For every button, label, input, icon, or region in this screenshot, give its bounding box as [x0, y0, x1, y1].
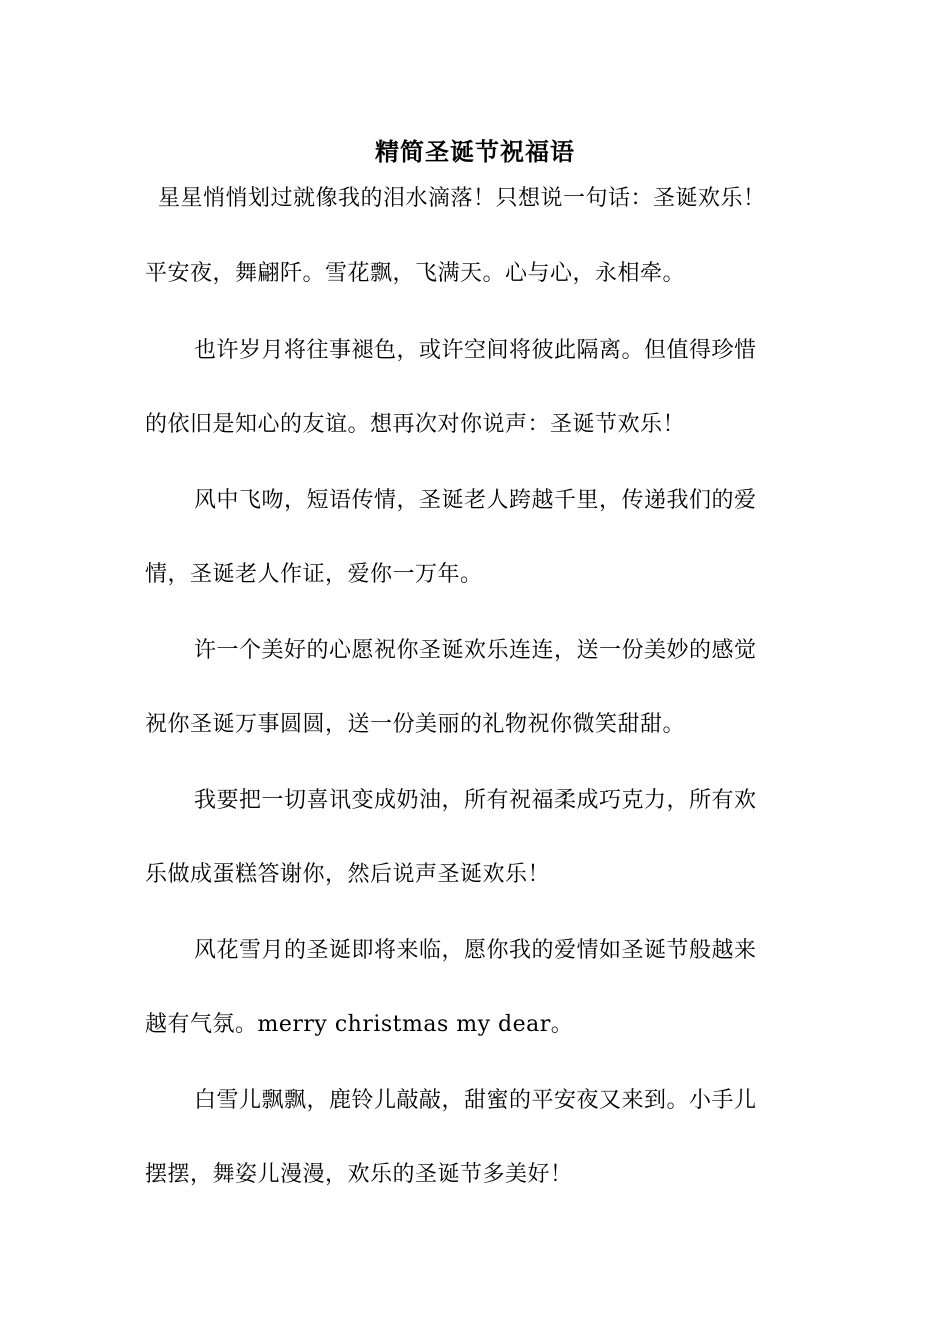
text-line: 摆摆，舞姿儿漫漫，欢乐的圣诞节多美好！ [145, 1162, 573, 1187]
text-line: 祝你圣诞万事圆圆，送一份美丽的礼物祝你微笑甜甜。 [145, 712, 686, 737]
text-line: 星星悄悄划过就像我的泪水滴落！只想说一句话：圣诞欢乐！ [158, 186, 766, 211]
text-line: 也许岁月将往事褪色，或许空间将彼此隔离。但值得珍惜 [194, 338, 757, 363]
text-line: 风花雪月的圣诞即将来临，愿你我的爱情如圣诞节般越来 [194, 938, 757, 963]
document-title: 精简圣诞节祝福语 [375, 137, 575, 166]
text-line: 情，圣诞老人作证，爱你一万年。 [145, 562, 483, 587]
text-line: 的依旧是知心的友谊。想再次对你说声：圣诞节欢乐！ [145, 412, 686, 437]
text-line: 越有气氛。merry christmas my dear。 [145, 1012, 574, 1037]
text-line: 我要把一切喜讯变成奶油，所有祝福柔成巧克力，所有欢 [194, 788, 757, 813]
text-line: 风中飞吻，短语传情，圣诞老人跨越千里，传递我们的爱 [194, 488, 757, 513]
text-line: 乐做成蛋糕答谢你，然后说声圣诞欢乐！ [145, 862, 551, 887]
text-line: 平安夜，舞翩阡。雪花飘，飞满天。心与心，永相牵。 [145, 261, 686, 286]
text-line: 白雪儿飘飘，鹿铃儿敲敲，甜蜜的平安夜又来到。小手儿 [194, 1088, 757, 1113]
text-line: 许一个美好的心愿祝你圣诞欢乐连连，送一份美妙的感觉 [194, 638, 757, 663]
